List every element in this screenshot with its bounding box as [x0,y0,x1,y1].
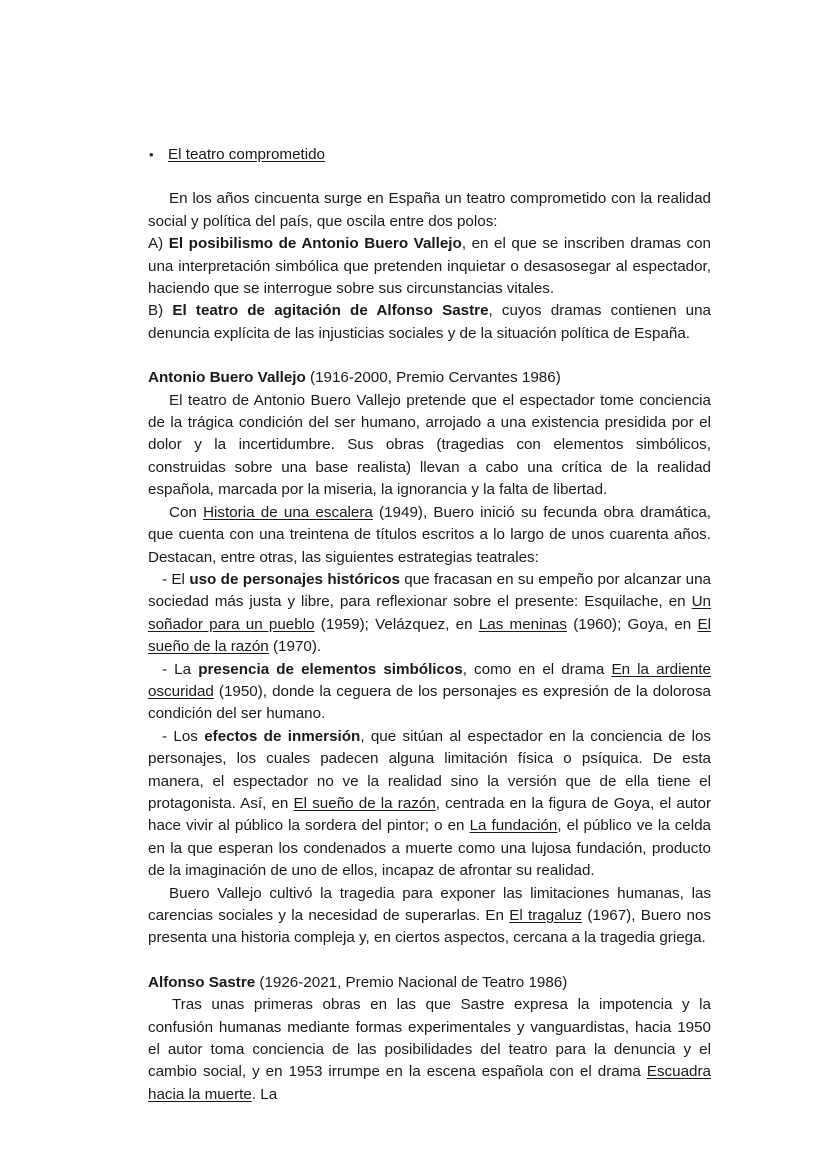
buero-heading: Antonio Buero Vallejo (1916-2000, Premio Cervantes 1986) [148,369,561,387]
intro-item-a: A) El posibilismo de Antonio Buero Vallejo, en el que se inscriben dramas con una interpretación simbólica que pretenden inquietar o desasosegar al espectador, haciendo que se interrogue sobre sus circunstancias vitales. [148,235,711,298]
sastre-paragraph-1: Tras unas primeras obras en las que Sastre expresa la impotencia y la confusión humanas mediante formas experimentales y vanguardistas, hacia 1950 el autor toma conciencia de las posibilidades del teatro para la denuncia y el cambio social, y en 1953 irrumpe en la escena española con el drama Escuadra hacia la muerte. La [148,996,711,1103]
document-page [148,144,711,1106]
section-heading [148,144,711,166]
sastre-heading: Alfonso Sastre (1926-2021, Premio Nacional de Teatro 1986) [148,973,568,991]
spacer [148,950,711,972]
intro-item-b: B) El teatro de agitación de Alfonso Sastre, cuyos dramas contienen una denuncia explícita de las injusticias sociales y de la situación política de España. [148,302,711,342]
intro-paragraph: En los años cincuenta surge en España un teatro comprometido con la realidad social y política del país, que oscila entre dos polos: [148,190,711,230]
buero-paragraph-3: Buero Vallejo cultivó la tragedia para exponer las limitaciones humanas, las carencias sociales y la necesidad de superarlas. En El tragaluz (1967), Buero nos presenta una historia compleja y, en ciertos aspectos, cercana a la tragedia griega. [148,884,711,947]
bullet-icon: • [149,147,154,162]
buero-paragraph-2: Con Historia de una escalera (1949), Buero inició su fecunda obra dramática, que cuenta con una treintena de títulos escritos a lo largo de unos cuarenta años. Destacan, entre otras, las siguientes estrategias teatrales: [148,503,711,566]
spacer [148,345,711,367]
buero-paragraph-1: El teatro de Antonio Buero Vallejo pretende que el espectador tome conciencia de la trágica condición del ser humano, arrojado a una existencia presidida por el dolor y la incertidumbre. Sus obras (tragedias con elementos simbólicos, construidas sobre una base realista) llevan a cabo una crítica de la realidad española, marcada por la miseria, la ignorancia y la falta de libertad. [148,391,711,499]
section-title: El teatro comprometido [168,146,326,163]
buero-strategy-historic: - El uso de personajes históricos que fracasan en su empeño por alcanzar una sociedad más justa y libre, para reflexionar sobre el presente: Esquilache, en Un soñador para un pueblo (1959); Velázquez, en Las meninas (1960); Goya, en El sueño de la razón (1970). [148,570,711,656]
buero-strategy-immersion: - Los efectos de inmersión, que sitúan al espectador en la conciencia de los personajes, los cuales padecen alguna limitación física o psíquica. De esta manera, el espectador no ve la realidad sino la versión que de ella tiene el protagonista. Así, en El sueño de la razón, centrada en la figura de Goya, el autor hace vivir al público la sordera del pintor; o en La fundación, el público ve la celda en la que esperan los condenados a muerte como una lujosa fundación, producto de la imaginación de uno de ellos, incapaz de afrontar su realidad. [148,727,712,880]
buero-strategy-symbolic: - La presencia de elementos simbólicos, como en el drama En la ardiente oscuridad (1950), donde la ceguera de los personajes es expresión de la dolorosa condición del ser humano. [148,660,712,723]
